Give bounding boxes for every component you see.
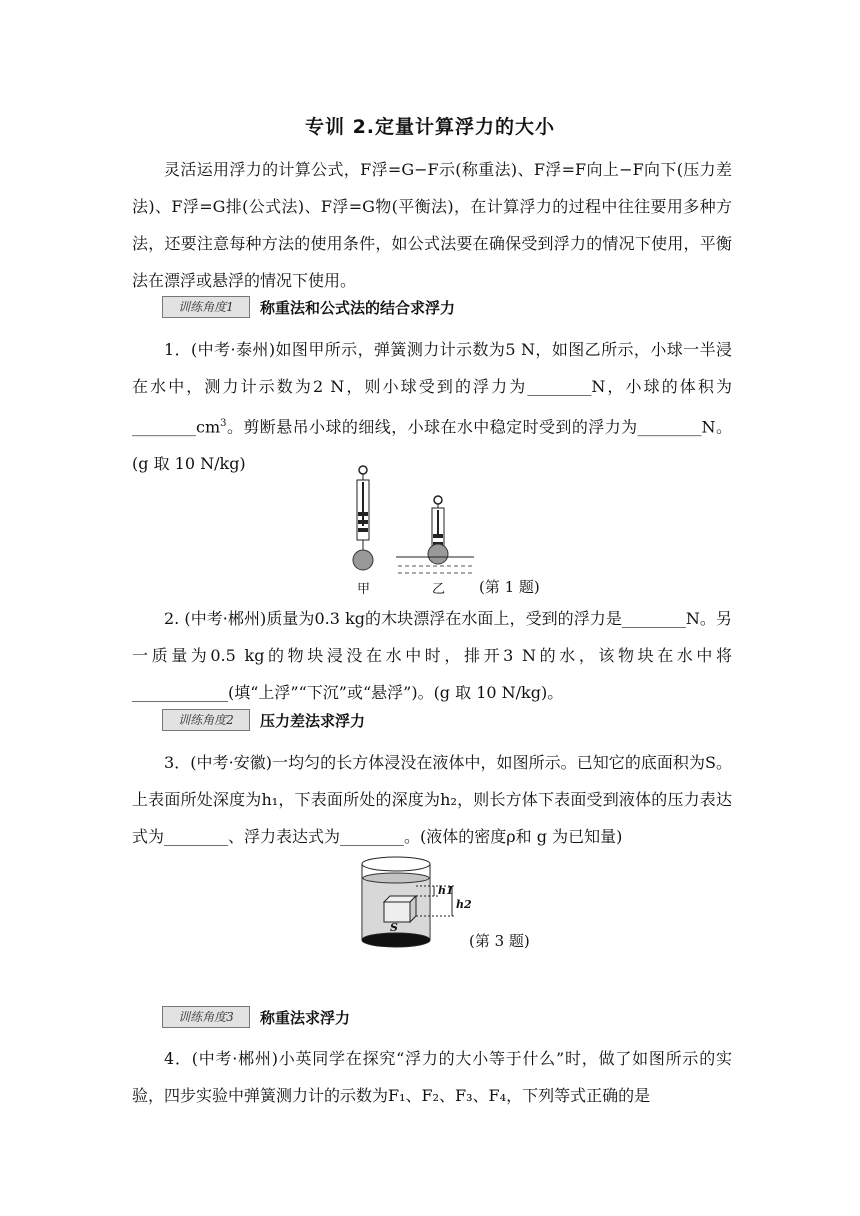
figure-3-caption: (第 3 题) <box>469 932 530 950</box>
section-title: 称重法和公式法的结合求浮力 <box>260 298 456 317</box>
spring-scale-a <box>353 466 373 570</box>
question-2-text: 2. (中考·郴州)质量为0.3 kg的木块漂浮在水面上，受到的浮力是________N。另一质量为0.5 kg的物块浸没在水中时，排开3 N的水，该物块在水中将____________(填“上浮”“下沉”或“悬浮”)。(g 取 10 N/kg)。 <box>132 609 732 702</box>
section-badge: 训练角度3 <box>162 1006 250 1028</box>
section-title: 压力差法求浮力 <box>260 711 366 730</box>
figure-label-b: 乙 <box>432 582 446 597</box>
section-header-3 <box>162 1006 350 1028</box>
spring-scale-b <box>396 496 474 573</box>
spring-scale-figure <box>340 464 500 594</box>
section-header-2 <box>162 709 365 731</box>
intro-text: 灵活运用浮力的计算公式，F浮=G−F示(称重法)、F浮=F向上−F向下(压力差法)、F浮=G排(公式法)、F浮=G物(平衡法)，在计算浮力的过程中往往要用多种方法，还要注意每种方法的使用条件，如公式法要在确保受到浮力的情况下使用，平衡法在漂浮或悬浮的情况下使用。 <box>132 160 732 290</box>
question-3 <box>132 744 732 855</box>
label-h1: h1 <box>438 884 454 897</box>
question-2 <box>132 600 732 711</box>
submerged-block-figure <box>360 854 470 952</box>
section-badge: 训练角度1 <box>162 296 250 318</box>
question-1-text: 1．(中考·泰州)如图甲所示，弹簧测力计示数为5 N，如图乙所示，小球一半浸在水中，测力计示数为2 N，则小球受到的浮力为________N，小球的体积为$\_\_\_\_\_\_\_\_cm^3$。剪断悬吊小球的细线，小球在水中稳定时受到的浮力为________N。(g 取 10 N/kg) <box>132 340 732 474</box>
page-title: 专训 2.定量计算浮力的大小 <box>304 116 556 138</box>
intro-paragraph <box>132 151 732 299</box>
question-4-text: 4．(中考·郴州)小英同学在探究“浮力的大小等于什么”时，做了如图所示的实验，四步实验中弹簧测力计的示数为F₁、F₂、F₃、F₄，下列等式正确的是 <box>132 1049 732 1105</box>
label-s: S <box>390 921 398 934</box>
section-badge: 训练角度2 <box>162 709 250 731</box>
label-h2: h2 <box>456 898 472 911</box>
figure-1-caption: (第 1 题) <box>479 578 540 596</box>
section-title: 称重法求浮力 <box>260 1008 351 1027</box>
question-1 <box>132 331 732 482</box>
section-header-1 <box>162 296 455 318</box>
question-3-text: 3．(中考·安徽)一均匀的长方体浸没在液体中，如图所示。已知它的底面积为S。上表面所处深度为h₁，下表面所处的深度为h₂，则长方体下表面受到液体的压力表达式为________、浮力表达式为________。(液体的密度ρ和 g 为已知量) <box>132 753 732 846</box>
question-4 <box>132 1040 732 1114</box>
figure-label-a: 甲 <box>357 582 371 597</box>
